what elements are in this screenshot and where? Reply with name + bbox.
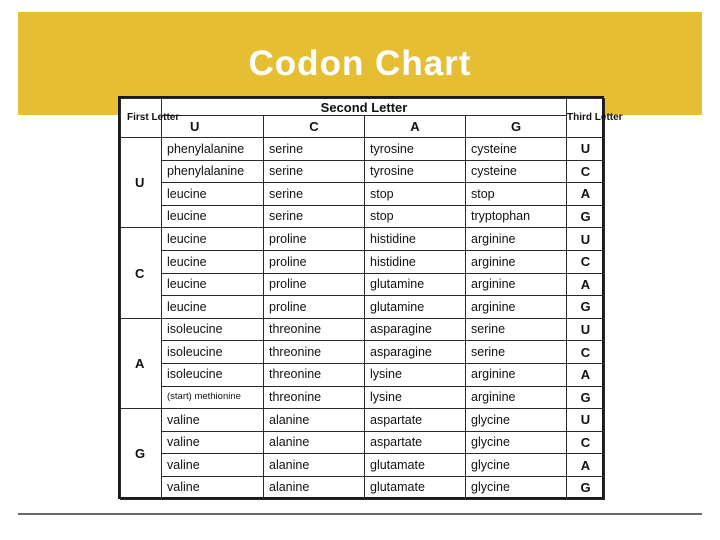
amino-acid-cell: threonine (264, 341, 365, 364)
codon-row (121, 409, 605, 432)
amino-acid-cell: valine (162, 409, 264, 432)
amino-acid-cell: leucine (162, 228, 264, 251)
amino-acid-cell: valine (162, 476, 264, 499)
third-letter-cell: G (567, 205, 605, 228)
codon-row (121, 183, 605, 206)
codon-table (120, 98, 623, 500)
amino-acid-cell: stop (365, 183, 466, 206)
third-letter-cell: U (567, 409, 605, 432)
amino-acid-cell: arginine (466, 228, 567, 251)
amino-acid-cell: tyrosine (365, 160, 466, 183)
codon-row (121, 296, 605, 319)
codon-row (121, 205, 605, 228)
third-letter-cell: C (567, 160, 605, 183)
amino-acid-cell: leucine (162, 205, 264, 228)
amino-acid-cell: alanine (264, 409, 365, 432)
amino-acid-cell: glutamine (365, 273, 466, 296)
amino-acid-cell: asparagine (365, 318, 466, 341)
amino-acid-cell: threonine (264, 318, 365, 341)
amino-acid-cell: alanine (264, 454, 365, 477)
amino-acid-cell: threonine (264, 363, 365, 386)
amino-acid-cell: leucine (162, 250, 264, 273)
amino-acid-cell: threonine (264, 386, 365, 409)
amino-acid-cell: cysteine (466, 160, 567, 183)
codon-body (121, 138, 605, 500)
amino-acid-cell: asparagine (365, 341, 466, 364)
third-letter-cell: U (567, 318, 605, 341)
third-letter-cell: G (567, 296, 605, 319)
amino-acid-cell: lysine (365, 386, 466, 409)
amino-acid-cell: glycine (466, 454, 567, 477)
third-letter-cell: A (567, 183, 605, 206)
codon-row (121, 341, 605, 364)
second-letter-u: U (162, 116, 264, 138)
amino-acid-cell: glycine (466, 476, 567, 499)
first-letter-header: First Letter (121, 99, 162, 138)
codon-row (121, 160, 605, 183)
second-letter-a: A (365, 116, 466, 138)
amino-acid-cell: proline (264, 250, 365, 273)
amino-acid-cell: leucine (162, 183, 264, 206)
amino-acid-cell: stop (365, 205, 466, 228)
amino-acid-cell: arginine (466, 363, 567, 386)
codon-row (121, 228, 605, 251)
amino-acid-cell: stop (466, 183, 567, 206)
amino-acid-cell: valine (162, 454, 264, 477)
amino-acid-cell: proline (264, 273, 365, 296)
amino-acid-cell: lysine (365, 363, 466, 386)
codon-row (121, 454, 605, 477)
amino-acid-cell: glutamine (365, 296, 466, 319)
amino-acid-cell: isoleucine (162, 318, 264, 341)
amino-acid-cell: histidine (365, 250, 466, 273)
codon-row (121, 431, 605, 454)
third-letter-cell: G (567, 476, 605, 499)
amino-acid-cell: histidine (365, 228, 466, 251)
amino-acid-cell: serine (264, 160, 365, 183)
bottom-rule (18, 513, 702, 515)
amino-acid-cell: glutamate (365, 476, 466, 499)
amino-acid-cell: aspartate (365, 431, 466, 454)
amino-acid-cell: aspartate (365, 409, 466, 432)
amino-acid-cell: glutamate (365, 454, 466, 477)
amino-acid-cell: arginine (466, 273, 567, 296)
third-letter-header: Third Letter (567, 99, 605, 138)
third-letter-cell: A (567, 454, 605, 477)
third-letter-cell: G (567, 386, 605, 409)
third-letter-cell: U (567, 138, 605, 161)
third-letter-cell: U (567, 228, 605, 251)
amino-acid-cell: phenylalanine (162, 138, 264, 161)
amino-acid-cell: serine (264, 183, 365, 206)
amino-acid-cell: alanine (264, 431, 365, 454)
first-letter-cell: G (121, 409, 162, 499)
amino-acid-cell: arginine (466, 250, 567, 273)
amino-acid-cell: serine (466, 318, 567, 341)
amino-acid-cell: alanine (264, 476, 365, 499)
amino-acid-cell: phenylalanine (162, 160, 264, 183)
codon-row (121, 138, 605, 161)
third-letter-cell: A (567, 273, 605, 296)
amino-acid-cell: glycine (466, 431, 567, 454)
amino-acid-cell: arginine (466, 296, 567, 319)
codon-row (121, 250, 605, 273)
amino-acid-cell: valine (162, 431, 264, 454)
codon-row (121, 476, 605, 499)
first-letter-cell: C (121, 228, 162, 318)
second-letter-header: Second Letter (162, 99, 567, 116)
codon-chart (118, 96, 623, 499)
amino-acid-cell: tyrosine (365, 138, 466, 161)
amino-acid-cell: arginine (466, 386, 567, 409)
amino-acid-cell: glycine (466, 409, 567, 432)
amino-acid-cell: serine (466, 341, 567, 364)
amino-acid-cell: proline (264, 228, 365, 251)
first-letter-cell: U (121, 138, 162, 228)
amino-acid-cell: leucine (162, 273, 264, 296)
amino-acid-cell: isoleucine (162, 341, 264, 364)
third-letter-cell: C (567, 341, 605, 364)
second-letter-g: G (466, 116, 567, 138)
first-letter-cell: A (121, 318, 162, 408)
codon-row (121, 273, 605, 296)
third-letter-cell: C (567, 431, 605, 454)
second-letter-c: C (264, 116, 365, 138)
third-letter-cell: A (567, 363, 605, 386)
amino-acid-cell: leucine (162, 296, 264, 319)
amino-acid-cell: tryptophan (466, 205, 567, 228)
slide-title: Codon Chart (248, 44, 472, 83)
amino-acid-cell: isoleucine (162, 363, 264, 386)
amino-acid-cell: (start) methionine (162, 386, 264, 409)
third-letter-cell: C (567, 250, 605, 273)
amino-acid-cell: serine (264, 138, 365, 161)
codon-row (121, 386, 605, 409)
amino-acid-cell: cysteine (466, 138, 567, 161)
codon-row (121, 318, 605, 341)
codon-row (121, 363, 605, 386)
amino-acid-cell: serine (264, 205, 365, 228)
amino-acid-cell: proline (264, 296, 365, 319)
